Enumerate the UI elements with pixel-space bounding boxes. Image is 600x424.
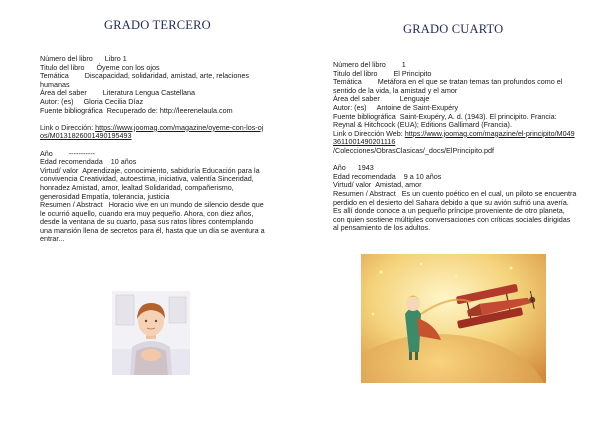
left-fuente-value: Recuperado de: http://leerenelaula.com: [106, 105, 233, 115]
right-fuente-row: [333, 113, 577, 130]
right-autor-value: Antoine de Saint-Exupéry: [376, 102, 459, 112]
right-resumen-value: Es un cuento poético en el cual, un piloto se encuentra perdido en el desierto del Sahara debido a que su avión sufrió una avería. Es allí donde conoce a un pequeño príncipe proveniente de otro planeta, con quien sostiene múltiples conversaciones con críticas sociales dirigidas al pensamiento de los adultos.: [333, 188, 577, 233]
left-virtud-value: Aprendizaje, conocimiento, sabiduría Educación para la convivencia Creatividad, autoestima, iniciativa, valentía Sinceridad, honradez Amistad, amor, lealtad Solidaridad, compañerismo, generosidad Empatía, tolerancia, justicia: [40, 165, 260, 201]
left-numero-label: Número del libro: [40, 54, 93, 63]
left-titulo-label: Titulo del libro: [40, 62, 85, 72]
right-numero-label: Número del libro: [333, 60, 386, 69]
boy-illustration: [112, 291, 190, 375]
right-fuente-value: Saint-Exupéry, A. d. (1943). El principito. Francia: Reynal & Hitchcock (EUA); Editions Gallimard (Francia).: [333, 111, 557, 130]
right-link-row: [333, 130, 577, 147]
right-resumen-label: Resumen / Abstract: [333, 188, 396, 198]
left-area-label: Área del saber: [40, 88, 87, 98]
little-prince-illustration: [361, 254, 546, 383]
right-area-label: Área del saber: [333, 94, 380, 104]
right-anio-label: Año: [333, 163, 346, 173]
right-virtud-value: Amistad, amor: [375, 180, 422, 190]
left-book-card: [40, 55, 266, 244]
left-link-row: [40, 124, 266, 141]
left-numero-value: Libro 1: [104, 54, 127, 63]
left-resumen-value: Horacio vive en un mundo de silencio desde que le ocurrió aquello, cuando era muy pequeño. Ahora, con diez años, desde la ventana de su cuarto, pasa sus ratos libres contemplando una mansión llena de secretos para él, hasta que un día se aventura a entrar...: [40, 200, 265, 244]
left-tematica-label: Temática: [40, 71, 69, 81]
right-titulo-value: El Principito: [393, 68, 432, 78]
right-edad-value: 9 a 10 años: [403, 171, 442, 181]
left-grade-title: GRADO TERCERO: [104, 18, 211, 32]
left-fuente-row: [40, 107, 266, 116]
left-virtud-label: Virtud/ valor: [40, 165, 79, 175]
right-fuente-label: Fuente bibliográfica: [333, 111, 396, 121]
right-resumen-row: [333, 190, 577, 233]
right-autor-label: Autor: (es): [333, 102, 367, 112]
left-titulo-value: Óyeme con los ojos: [96, 62, 160, 72]
right-anio-value: 1943: [357, 163, 374, 173]
right-link-label: Link o Dirección Web:: [333, 128, 403, 138]
left-link-label: Link o Dirección:: [40, 122, 94, 132]
left-link[interactable]: https://www.joomag.com/magazine/oyeme-con-los-ojos/M0131826001490195493: [40, 122, 264, 141]
left-autor-value: Gloria Cecilia Díaz: [83, 96, 144, 106]
right-tematica-value: Metáfora en el que se tratan temas tan profundos como el sentido de la vida, la amistad y el amor: [333, 77, 563, 95]
left-resumen-row: [40, 201, 266, 244]
left-fuente-label: Fuente bibliográfica: [40, 105, 103, 115]
left-anio-label: Año: [40, 148, 53, 158]
left-tematica-row: [40, 72, 266, 89]
left-anio-value: -----------: [68, 148, 96, 158]
right-tematica-label: Temática: [333, 77, 362, 87]
left-resumen-label: Resumen / Abstract: [40, 200, 103, 210]
right-edad-label: Edad recomendada: [333, 171, 396, 181]
right-link[interactable]: https://www.joomag.com/magazine/el-principito/M0493611001490201116: [333, 128, 575, 147]
right-grade-title: GRADO CUARTO: [403, 22, 504, 36]
left-virtud-row: [40, 167, 266, 201]
right-tematica-row: [333, 78, 577, 95]
right-virtud-label: Virtud/ valor: [333, 180, 372, 190]
right-book-card: [333, 61, 577, 233]
right-link-extra: /Colecciones/ObrasClasicas/_docs/ElPrincipito.pdf: [333, 145, 494, 155]
right-area-value: Lenguaje: [399, 94, 430, 104]
left-edad-value: 10 años: [110, 157, 137, 167]
left-autor-label: Autor: (es): [40, 96, 74, 106]
right-titulo-label: Titulo del libro: [333, 68, 378, 78]
right-numero-value: 1: [401, 60, 406, 69]
left-edad-label: Edad recomendada: [40, 157, 103, 167]
left-area-value: Literatura Lengua Castellana: [102, 88, 196, 98]
left-tematica-value: Discapacidad, solidaridad, amistad, arte, relaciones humanas: [40, 71, 249, 89]
